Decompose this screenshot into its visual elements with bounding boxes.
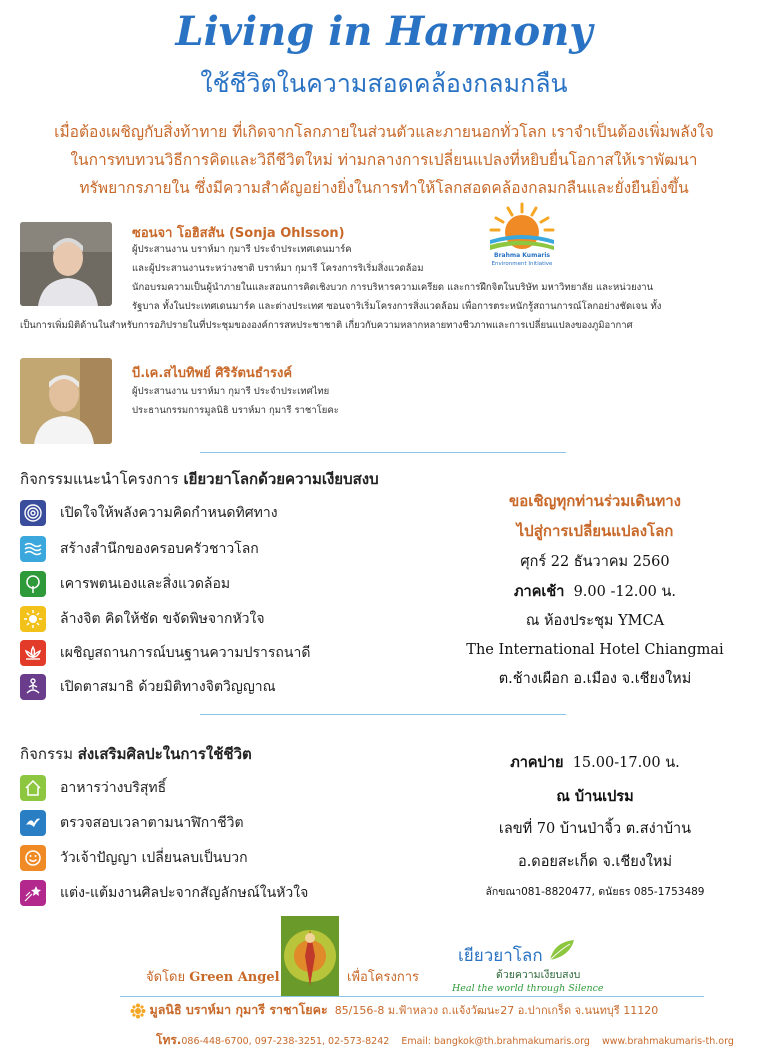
speaker2-name: บี.เค.สไบทิพย์ ศิริรัตนธำรงค์	[132, 366, 293, 381]
intro-line: เมื่อต้องเผชิญกับสิ่งท้าทาย ที่เกิดจากโลกภายในส่วนตัวและภายนอกทั่วโลก เราจำเป็นต้องเพิ่มพลังใจ	[54, 123, 714, 141]
footer-phones: 086-448-6700, 097-238-3251, 02-573-8242	[181, 1036, 390, 1047]
event-time	[430, 577, 760, 607]
activity-item	[20, 499, 278, 527]
bird-icon	[20, 810, 46, 836]
activity-item	[20, 605, 265, 633]
speaker1-bio-line: ผู้ประสานงาน บราห์มา กุมารี ประจำประเทศเดนมาร์ค	[132, 244, 352, 255]
speaker2-bio	[132, 382, 492, 420]
speaker1-photo	[20, 222, 112, 306]
event-venue: ณ บ้านเปรม	[556, 788, 634, 805]
section1-prefix: กิจกรรมแนะนำโครงการ	[20, 470, 179, 488]
activity-label: เคารพตนเองและสิ่งแวดล้อม	[60, 576, 231, 592]
activity-label: สร้างสำนึกของครอบครัวชาวโลก	[60, 541, 259, 557]
activity-label: ล้างจิต คิดให้ชัด ขจัดพิษจากหัวใจ	[60, 611, 265, 627]
bk-logo-subtext: Environment Initiative	[491, 261, 553, 267]
shooting-star-icon	[20, 880, 46, 906]
lotus-icon	[20, 640, 46, 666]
speaker2-bio-line: ประธานกรรมการมูลนิธิ บราห์มา กุมารี ราชาโยคะ	[132, 405, 339, 416]
organizer-label: จัดโดย	[146, 970, 186, 985]
speaker1-bio-top	[132, 240, 492, 278]
title-english: Living in Harmony	[175, 8, 593, 55]
event-afternoon	[430, 746, 760, 905]
speaker1-bio-line: นักอบรมความเป็นผู้นำภายในและสอนการคิดเชิงบวก การบริหารความเครียด และการฝึกจิตในบริษัท มหาวิทยาลัย และหน่วยงาน	[132, 282, 654, 293]
session-time: 15.00-17.00 น.	[572, 755, 680, 771]
footer-email[interactable]: Email: bangkok@th.brahmakumaris.org	[401, 1036, 590, 1047]
spiral-icon	[20, 500, 46, 526]
footer-contact-line	[156, 1031, 734, 1050]
event-time	[430, 746, 760, 780]
activity-label: ตรวจสอบเวลาตามนาฬิกาชีวิต	[60, 815, 244, 831]
speaker1-bio-bottom: เป็นการเพิ่มมิติด้านในสำหรับการอภิปรายในที่ประชุมขององค์การสหประชาชาติ เกี่ยวกับความหลากหลายทางชีวภาพและการเปลี่ยนแปลงของภูมิอากาศ	[20, 320, 633, 331]
footer-website[interactable]: www.brahmakumaris-th.org	[601, 1036, 734, 1047]
speaker2-bio-line: ผู้ประสานงาน บราห์มา กุมารี ประจำประเทศไทย	[132, 386, 330, 397]
section1-title: เยียวยาโลกด้วยความเงียบสงบ	[183, 470, 379, 488]
event-hotel: The International Hotel Chiangmai	[466, 642, 724, 658]
event-address: อ.ดอยสะเก็ด จ.เชียงใหม่	[517, 854, 672, 870]
speaker1-bio-mid	[132, 278, 752, 316]
divider-middle	[200, 714, 566, 715]
event-contact: ลักขณา081-8820477, ดนัยธร 085-1753489	[485, 886, 705, 898]
tree-icon	[20, 571, 46, 597]
invitation-line: ขอเชิญทุกท่านร่วมเดินทาง	[508, 492, 681, 510]
activity-item	[20, 673, 276, 701]
section2-heading	[20, 742, 252, 766]
activity-label: อาหารว่างบริสุทธิ์	[60, 780, 167, 796]
event-venue: ณ ห้องประชุม YMCA	[525, 613, 665, 629]
bk-logo-text: Brahma Kumaris	[494, 252, 550, 259]
green-angel-artwork	[281, 916, 339, 996]
leaf-icon	[548, 938, 576, 962]
bk-environment-logo	[486, 200, 558, 268]
speaker1-name: ซอนจา โอฮิสสัน (Sonja Ohlsson)	[132, 226, 345, 241]
speaker2-photo	[20, 358, 112, 444]
sun-icon	[20, 606, 46, 632]
event-date: ศุกร์ 22 ธันวาคม 2560	[520, 554, 670, 570]
session-label: ภาคเช้า	[514, 583, 565, 600]
divider-top	[200, 452, 566, 453]
meditation-icon	[20, 674, 46, 700]
activity-item	[20, 639, 310, 667]
event-address: ต.ช้างเผือก อ.เมือง จ.เชียงใหม่	[498, 671, 692, 687]
for-project-label: เพื่อโครงการ	[347, 970, 419, 985]
footer-org-name: มูลนิธิ บราห์มา กุมารี ราชาโยคะ	[149, 1002, 328, 1017]
activity-label: แต่ง-แต้มงานศิลปะจากสัญลักษณ์ในหัวใจ	[60, 885, 309, 901]
house-icon	[20, 775, 46, 801]
project-title-line1: เยียวยาโลก	[458, 946, 543, 966]
activity-item	[20, 774, 166, 802]
footer-org-line	[130, 1000, 658, 1020]
intro-line: ในการทบทวนวิธีการคิดและวิถีชีวิตใหม่ ท่ามกลางการเปลี่ยนแปลงที่หยิบยื่นโอกาสให้เราพัฒนา	[70, 151, 698, 169]
bk-flower-icon	[130, 1003, 146, 1019]
activity-label: เผชิญสถานการณ์บนฐานความปรารถนาดี	[60, 645, 311, 661]
organizer-credit	[146, 966, 280, 987]
title-thai: ใช้ชีวิตในความสอดคล้องกลมกลืน	[200, 69, 568, 98]
event-address: เลขที่ 70 บ้านป่าจิ้ว ต.สง่าบ้าน	[498, 821, 692, 837]
footer-address: 85/156-8 ม.ฟ้าหลวง ถ.แจ้งวัฒนะ27 อ.ปากเกร็ด จ.นนทบุรี 11120	[334, 1004, 659, 1017]
organizer-name: Green Angel	[189, 970, 280, 985]
activity-label: เปิดใจให้พลังความคิดกำหนดทิศทาง	[60, 505, 278, 521]
activity-label: วัวเจ้าปัญญา เปลี่ยนลบเป็นบวก	[60, 850, 248, 866]
section2-title: ส่งเสริมศิลปะในการใช้ชีวิต	[77, 745, 252, 763]
section1-heading	[20, 467, 379, 491]
event-morning	[430, 486, 760, 694]
footer-phone-label: โทร.	[156, 1033, 182, 1047]
divider-footer	[120, 996, 704, 997]
speaker1-bio-line: รัฐบาล ทั้งในประเทศเดนมาร์ค และต่างประเทศ ซอนจาริเริ่มโครงการสิ่งแวดล้อม เพื่อการตระหนักรู้สถานการณ์โลกอย่างชัดเจน ทั้ง	[132, 301, 662, 312]
project-logo	[452, 938, 602, 998]
session-label: ภาคบ่าย	[510, 754, 564, 771]
section2-prefix: กิจกรรม	[20, 745, 73, 763]
project-title-english: Heal the world through Silence	[452, 983, 604, 994]
speaker1-bio-line: และผู้ประสานงานระหว่างชาติ บราห์มา กุมารี โครงการริเริ่มสิ่งแวดล้อม	[132, 263, 424, 274]
activity-item	[20, 844, 248, 872]
intro-line: ทรัพยากรภายใน ซึ่งมีความสำคัญอย่างยิ่งในการทำให้โลกสอดคล้องกลมกลืนและยั่งยืนยิ่งขึ้น	[79, 179, 689, 197]
activity-item	[20, 879, 308, 907]
waves-icon	[20, 536, 46, 562]
activity-item	[20, 535, 259, 563]
smile-icon	[20, 845, 46, 871]
invitation-line: ไปสู่การเปลี่ยนแปลงโลก	[516, 522, 674, 540]
activity-label: เปิดตาสมาธิ ด้วยมิติทางจิตวิญญาณ	[60, 679, 276, 695]
activity-item	[20, 570, 230, 598]
project-title-line2: ด้วยความเงียบสงบ	[496, 969, 581, 981]
activity-item	[20, 809, 244, 837]
session-time: 9.00 -12.00 น.	[573, 584, 676, 600]
intro-paragraph	[20, 118, 748, 202]
